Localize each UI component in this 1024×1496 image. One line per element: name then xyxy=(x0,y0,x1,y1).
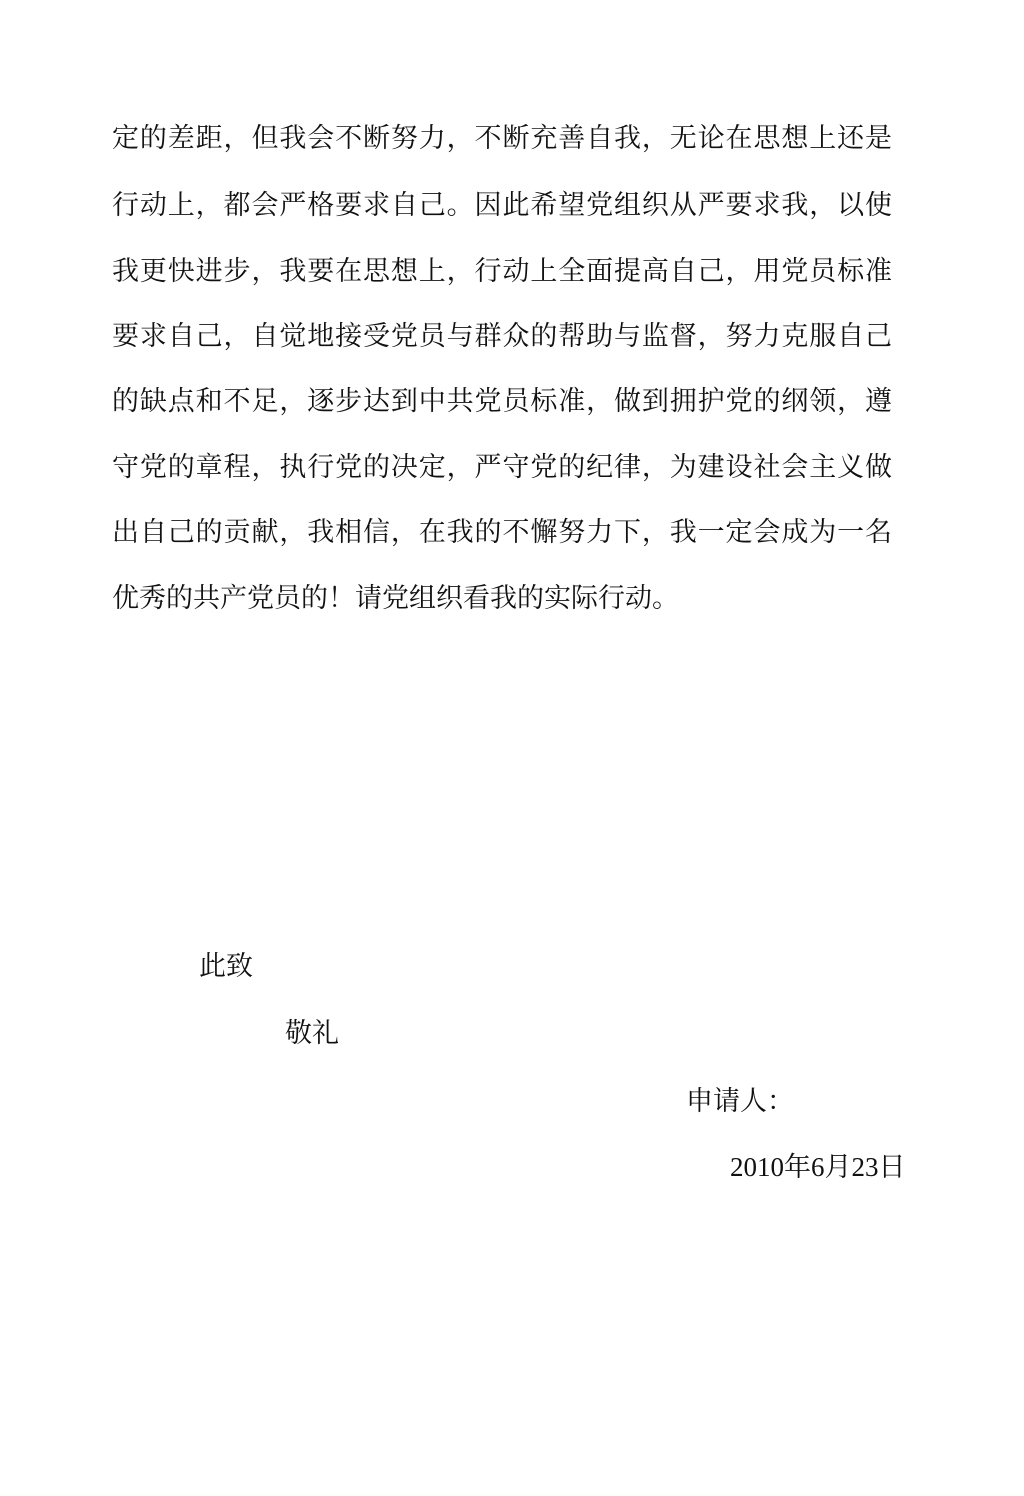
body-line-2: 行动上，都会严格要求自己。因此希望党组织从严要求我，以使 xyxy=(112,190,892,221)
applicant-label: 申请人： xyxy=(686,1086,794,1117)
date: 2010年6月23日 xyxy=(730,1152,906,1182)
body-line-5: 的缺点和不足，逐步达到中共党员标准，做到拥护党的纲领，遵 xyxy=(112,386,892,417)
body-line-3: 我更快进步，我要在思想上，行动上全面提高自己，用党员标准 xyxy=(112,256,892,287)
body-line-6: 守党的章程，执行党的决定，严守党的纪律，为建设社会主义做 xyxy=(112,452,892,483)
body-line-4: 要求自己，自觉地接受党员与群众的帮助与监督，努力克服自己 xyxy=(112,321,892,352)
body-line-8: 优秀的共产党员的！请党组织看我的实际行动。 xyxy=(112,583,679,614)
body-line-1: 定的差距，但我会不断努力，不断充善自我，无论在思想上还是 xyxy=(112,123,892,154)
salutation: 此致 xyxy=(199,951,253,982)
regards: 敬礼 xyxy=(285,1018,339,1049)
body-line-7: 出自己的贡献，我相信，在我的不懈努力下，我一定会成为一名 xyxy=(112,517,892,548)
